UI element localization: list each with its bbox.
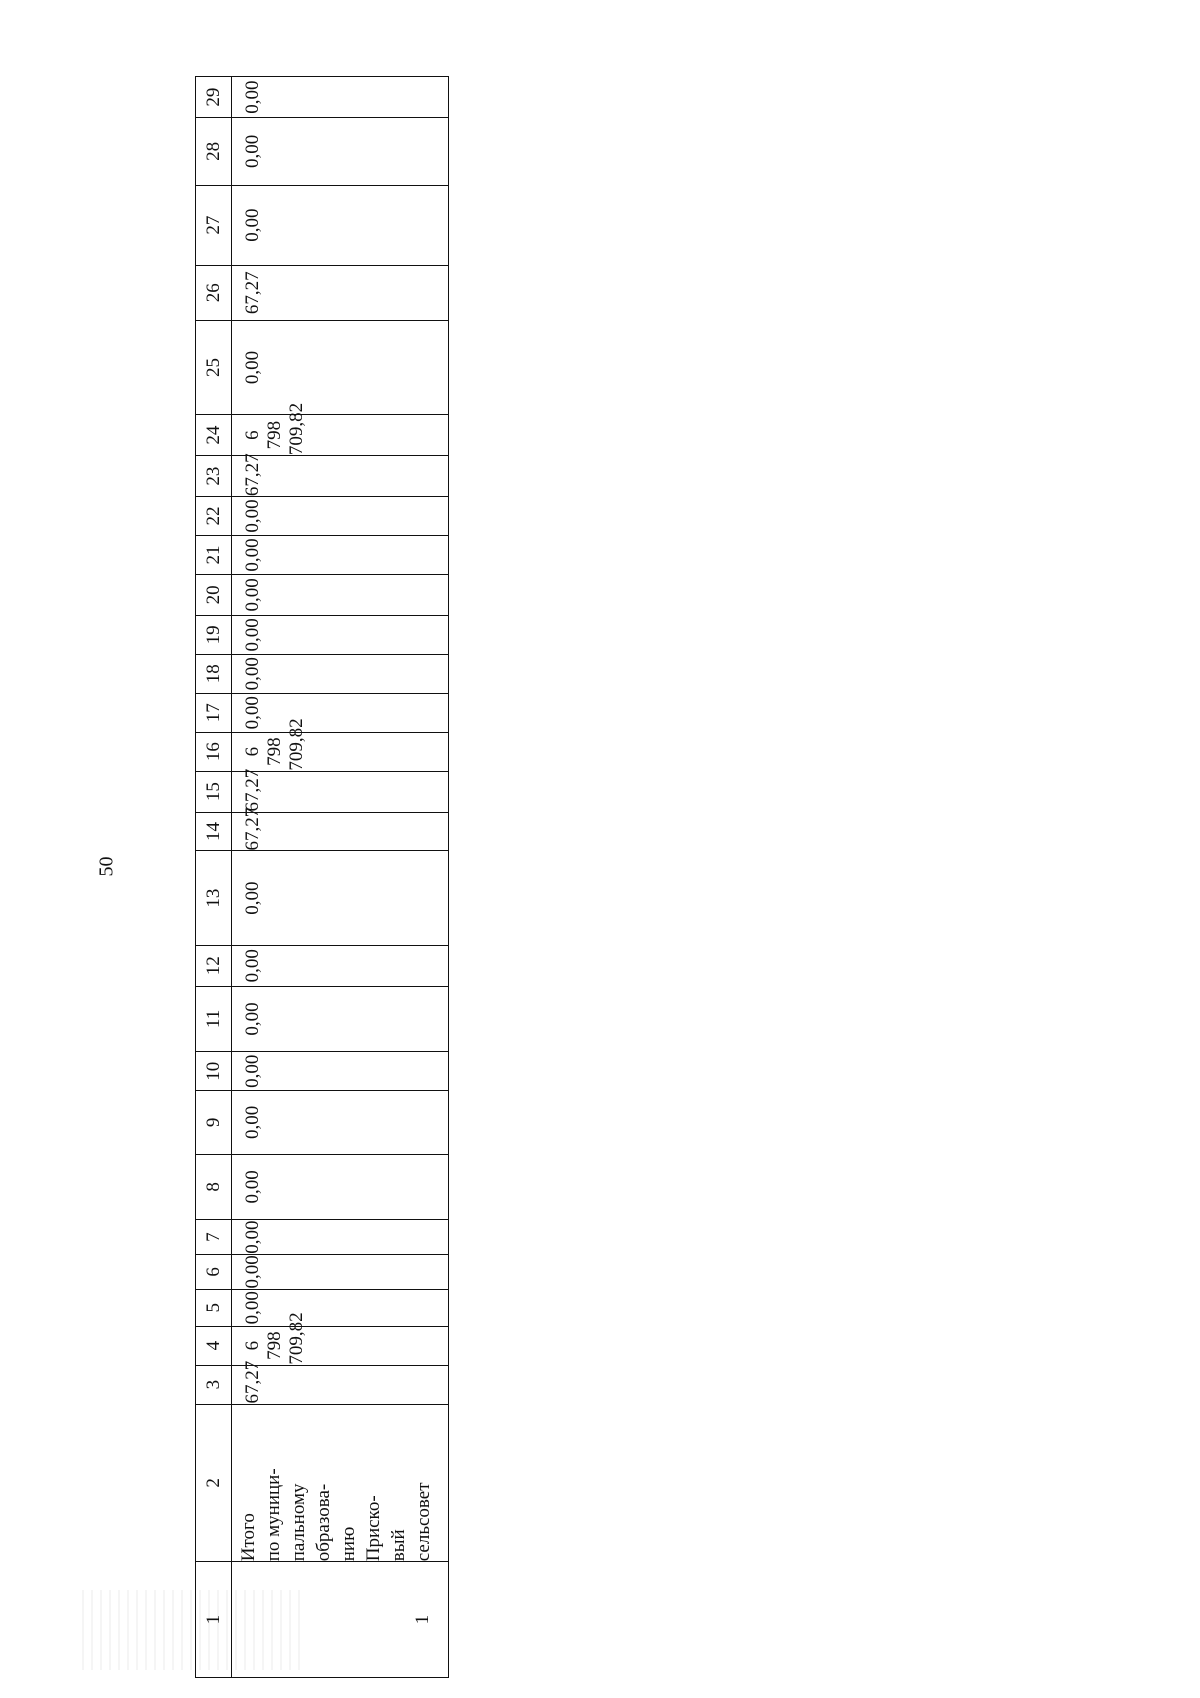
value-cell [232, 1312, 449, 1365]
row-name-cell [232, 1404, 449, 1562]
header-cell: 28 [196, 118, 232, 186]
value-cell [232, 718, 449, 771]
value-text: 0,00 [242, 657, 263, 691]
value-cell [232, 118, 449, 186]
header-cell: 1 [196, 1562, 232, 1678]
row-index-cell [232, 1562, 449, 1678]
budget-table [195, 76, 449, 1678]
value-cell [232, 497, 449, 536]
header-cell: 29 [196, 77, 232, 118]
value-cell [232, 693, 449, 732]
header-cell: 4 [196, 1326, 232, 1365]
header-cell: 19 [196, 615, 232, 654]
row-name: Итого по муници- пальному образова- нию Приско- вый сельсовет [238, 1468, 434, 1562]
value-cell [232, 185, 449, 265]
value-cell [232, 1255, 449, 1290]
value-cell [232, 320, 449, 414]
value-text: 0,00 [242, 1220, 263, 1254]
value-cell [232, 986, 449, 1052]
value-text: 0,00 [242, 499, 263, 533]
header-cell: 13 [196, 851, 232, 945]
value-cell [232, 574, 449, 615]
value-cell [232, 654, 449, 693]
value-text: 0,00 [242, 578, 263, 612]
header-cell: 25 [196, 320, 232, 414]
header-cell: 18 [196, 654, 232, 693]
value-text: 67,27 [242, 453, 263, 497]
value-cell [232, 536, 449, 575]
value-cell [232, 265, 449, 320]
value-cell [232, 1091, 449, 1155]
value-text: 0,00 [242, 134, 263, 169]
value-text: 6 798 709,82 [242, 1312, 307, 1365]
table-row [232, 77, 449, 1678]
header-cell: 27 [196, 185, 232, 265]
value-text: 0,00 [242, 696, 263, 730]
value-cell [232, 768, 449, 812]
value-text: 0,00 [242, 1002, 263, 1036]
rotated-table-wrapper [195, 76, 448, 1678]
header-cell: 11 [196, 986, 232, 1052]
page-number: 50 [95, 856, 118, 877]
header-cell: 2 [196, 1404, 232, 1562]
header-cell: 3 [196, 1365, 232, 1404]
value-cell [232, 615, 449, 654]
header-cell: 22 [196, 497, 232, 536]
header-cell: 16 [196, 732, 232, 771]
header-cell: 12 [196, 945, 232, 986]
header-cell: 9 [196, 1091, 232, 1155]
value-cell [232, 851, 449, 945]
header-cell: 5 [196, 1289, 232, 1326]
header-cell: 7 [196, 1220, 232, 1255]
value-cell [232, 1052, 449, 1091]
header-cell: 23 [196, 456, 232, 497]
value-text: 0,00 [242, 881, 263, 915]
value-text: 67,27 [242, 807, 263, 851]
value-text: 0,00 [242, 1054, 263, 1088]
value-text: 0,00 [242, 1291, 263, 1325]
value-text: 67,27 [242, 271, 263, 315]
header-cell: 14 [196, 812, 232, 851]
header-cell: 6 [196, 1255, 232, 1290]
header-cell: 26 [196, 265, 232, 320]
value-cell [232, 1154, 449, 1220]
value-text: 0,00 [242, 80, 263, 114]
header-cell: 21 [196, 536, 232, 575]
value-cell [232, 453, 449, 497]
header-cell: 15 [196, 771, 232, 812]
value-text: 0,00 [242, 1105, 263, 1140]
value-cell [232, 1220, 449, 1255]
value-cell [232, 1360, 449, 1404]
value-text: 0,00 [242, 350, 263, 385]
value-text: 0,00 [242, 618, 263, 652]
value-text: 67,27 [242, 1360, 263, 1404]
value-text: 0,00 [242, 538, 263, 572]
value-text: 0,00 [242, 1170, 263, 1204]
value-text: 6 798 709,82 [242, 402, 307, 456]
header-cell: 10 [196, 1052, 232, 1091]
value-text: 6 798 709,82 [242, 718, 307, 771]
value-text: 0,00 [242, 949, 263, 983]
value-cell [232, 1289, 449, 1326]
value-text: 0,00 [242, 208, 263, 242]
header-cell: 20 [196, 574, 232, 615]
value-cell [232, 945, 449, 986]
header-cell: 17 [196, 693, 232, 732]
row-index: 1 [412, 1614, 433, 1625]
header-row [196, 77, 232, 1678]
header-cell: 8 [196, 1154, 232, 1220]
header-cell: 24 [196, 415, 232, 456]
value-cell [232, 402, 449, 456]
value-cell [232, 807, 449, 851]
value-text: 0,00 [242, 1255, 263, 1289]
value-text: 67,27 [242, 768, 263, 812]
value-cell [232, 77, 449, 118]
